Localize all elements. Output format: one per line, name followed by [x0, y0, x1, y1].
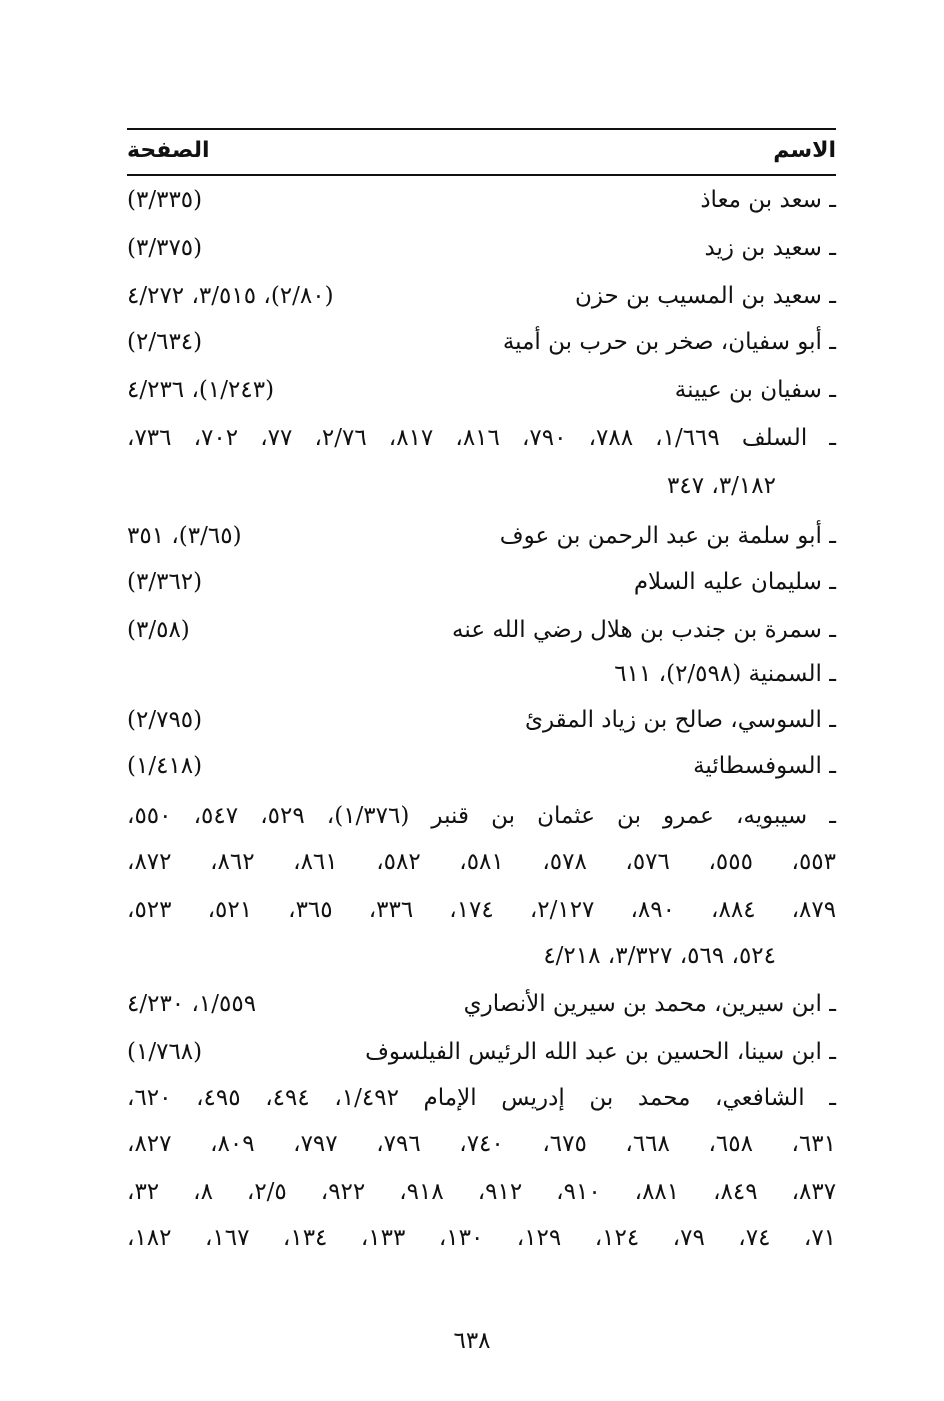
index-line: [127, 796, 836, 836]
entry-text: ـ الشافعي، محمد بن إدريس الإمام ١/٤٩٢، ٤٩٤، ٤٩٥، ٦٢٠،: [127, 1085, 836, 1111]
entry-text: ٨٧٩، ٨٨٤، ٨٩٠، ٢/١٢٧، ١٧٤، ٣٣٦، ٣٦٥، ٥٢١، ٥٢٣،: [127, 897, 837, 923]
entry-text: ٧١، ٧٤، ٧٩، ١٢٤، ١٢٩، ١٣٠، ١٣٣، ١٣٤، ١٦٧، ١٨٢،: [127, 1225, 837, 1251]
entry-pages: (١/٧٦٨): [127, 1039, 203, 1065]
entry-text: ٥٥٣، ٥٥٥، ٥٧٦، ٥٧٨، ٥٨١، ٥٨٢، ٨٦١، ٨٦٢، ٨٧٢،: [127, 849, 836, 875]
entry-text: ـ سيبويه، عمرو بن عثمان بن قنبر (١/٣٧٦)، ٥٢٩، ٥٤٧، ٥٥٠،: [127, 803, 837, 829]
entry-name: ـ سليمان عليه السلام: [633, 569, 836, 595]
index-line: [127, 1078, 836, 1118]
index-line: [127, 890, 836, 930]
index-line: [127, 1218, 836, 1258]
entry-text: ـ السلف ١/٦٦٩، ٧٨٨، ٧٩٠، ٨١٦، ٨١٧، ٢/٧٦، ٧٧، ٧٠٢، ٧٣٦،: [127, 425, 837, 451]
index-line: [127, 1032, 836, 1072]
entry-name: ـ سفيان بن عيينة: [674, 377, 836, 403]
entry-pages: (١/٤١٨): [127, 753, 203, 779]
index-line: [127, 466, 836, 506]
index-line: [127, 562, 836, 602]
index-line: [127, 370, 836, 410]
entry-pages: (٢/٨٠)، ٣/٥١٥، ٤/٢٧٢: [127, 283, 334, 309]
entry-pages: (٣/٦٥)، ٣٥١: [127, 523, 242, 549]
index-line: [127, 746, 836, 786]
index-line: [127, 842, 836, 882]
entry-pages: ٥٢٤، ٥٦٩، ٣/٣٢٧، ٤/٢١٨: [543, 943, 776, 969]
entry-pages: (٢/٧٩٥): [127, 707, 203, 733]
entry-pages: ٣/١٨٢، ٣٤٧: [667, 473, 776, 499]
entry-name: ـ السوفسطائية: [693, 753, 836, 779]
index-line: [127, 1172, 836, 1212]
header-name-column: الاسم: [773, 138, 836, 163]
entry-text: ٨٣٧، ٨٤٩، ٨٨١، ٩١٠، ٩١٢، ٩١٨، ٩٢٢، ٢/٥، ٨، ٣٢،: [127, 1179, 837, 1205]
entry-name: ـ ابن سيرين، محمد بن سيرين الأنصاري: [463, 991, 836, 1017]
index-line: [127, 516, 836, 556]
index-line: [127, 1124, 836, 1164]
index-line: [127, 936, 836, 976]
index-line: [127, 276, 836, 316]
entry-pages: (٢/٦٣٤): [127, 329, 203, 355]
index-line: [127, 228, 836, 268]
entry-name: ـ سعيد بن المسيب بن حزن: [574, 283, 836, 309]
top-rule: [127, 128, 836, 130]
entry-name: ـ ابن سينا، الحسين بن عبد الله الرئيس الفيلسوف: [365, 1039, 836, 1065]
entry-pages: (٣/٣٣٥): [127, 187, 203, 213]
entry-name: ـ سعد بن معاذ: [700, 187, 836, 213]
page-number: ٦٣٨: [453, 1328, 491, 1354]
entry-name: ـ سعيد بن زيد: [704, 235, 836, 261]
index-line: [127, 984, 836, 1024]
entry-text: ٦٣١، ٦٥٨، ٦٦٨، ٦٧٥، ٧٤٠، ٧٩٦، ٧٩٧، ٨٠٩، ٨٢٧،: [127, 1131, 836, 1157]
entry-name: ـ أبو سفيان، صخر بن حرب بن أمية: [502, 329, 836, 355]
entry-name: ـ السمنية (٢/٥٩٨)، ٦١١: [614, 661, 836, 687]
entry-pages: ١/٥٥٩، ٤/٢٣٠: [127, 991, 257, 1017]
entry-pages: (٣/٥٨): [127, 617, 190, 643]
header-page-column: الصفحة: [127, 138, 210, 163]
entry-name: ـ السوسي، صالح بن زياد المقرئ: [524, 707, 836, 733]
index-line: [127, 180, 836, 220]
index-line: [127, 654, 836, 694]
index-line: [127, 322, 836, 362]
index-line: [127, 700, 836, 740]
entry-name: ـ أبو سلمة بن عبد الرحمن بن عوف: [499, 523, 836, 549]
index-line: [127, 418, 836, 458]
entry-pages: (١/٢٤٣)، ٤/٢٣٦: [127, 377, 275, 403]
header-rule: [127, 174, 836, 176]
entry-pages: (٣/٣٦٢): [127, 569, 203, 595]
entry-pages: (٣/٣٧٥): [127, 235, 203, 261]
entry-name: ـ سمرة بن جندب بن هلال رضي الله عنه: [452, 617, 836, 643]
index-line: [127, 610, 836, 650]
